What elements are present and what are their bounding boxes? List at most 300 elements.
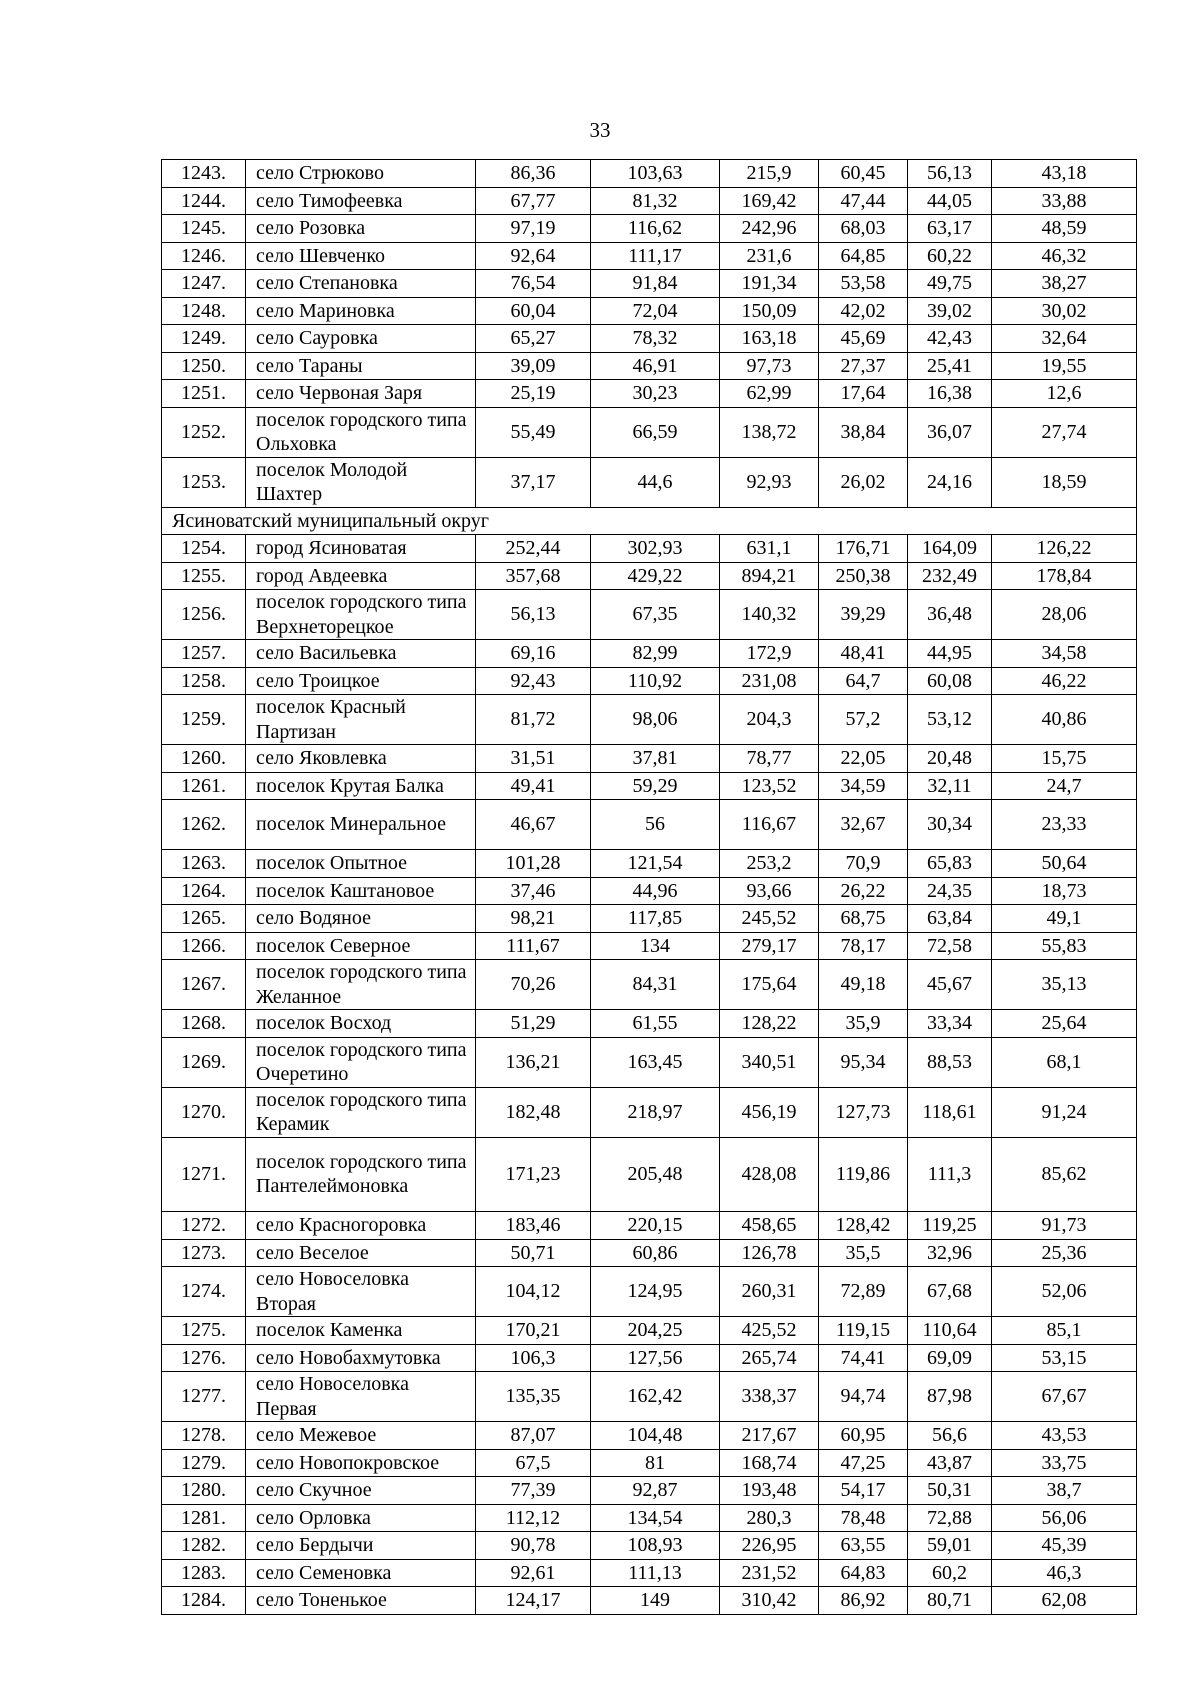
table-row	[162, 352, 1137, 380]
value-cell: 176,71	[819, 535, 908, 563]
value-cell: 63,84	[908, 905, 992, 933]
value-cell: 340,51	[720, 1037, 819, 1087]
value-cell: 894,21	[720, 562, 819, 590]
value-cell: 172,9	[720, 640, 819, 668]
value-cell: 97,73	[720, 352, 819, 380]
value-cell: 24,35	[908, 877, 992, 905]
value-cell: 121,54	[591, 850, 720, 878]
settlement-name: поселок городского типа Верхнеторецкое	[246, 590, 476, 640]
value-cell: 338,37	[720, 1372, 819, 1422]
value-cell: 163,18	[720, 325, 819, 353]
value-cell: 55,49	[476, 407, 591, 457]
settlement-name: город Ясиноватая	[246, 535, 476, 563]
value-cell: 52,06	[992, 1267, 1137, 1317]
value-cell: 127,56	[591, 1344, 720, 1372]
value-cell: 127,73	[819, 1087, 908, 1137]
value-cell: 252,44	[476, 535, 591, 563]
value-cell: 126,78	[720, 1239, 819, 1267]
value-cell: 70,9	[819, 850, 908, 878]
value-cell: 302,93	[591, 535, 720, 563]
value-cell: 110,92	[591, 667, 720, 695]
table-row	[162, 270, 1137, 298]
value-cell: 81	[591, 1449, 720, 1477]
value-cell: 68,03	[819, 215, 908, 243]
table-row	[162, 1317, 1137, 1345]
table-row	[162, 1422, 1137, 1450]
value-cell: 30,34	[908, 800, 992, 850]
table-row	[162, 960, 1137, 1010]
value-cell: 111,13	[591, 1559, 720, 1587]
settlement-name: село Мариновка	[246, 297, 476, 325]
row-number: 1249.	[162, 325, 246, 353]
value-cell: 91,24	[992, 1087, 1137, 1137]
settlement-name: село Новобахмутовка	[246, 1344, 476, 1372]
value-cell: 175,64	[720, 960, 819, 1010]
settlement-name: поселок городского типа Очеретино	[246, 1037, 476, 1087]
value-cell: 46,22	[992, 667, 1137, 695]
value-cell: 124,17	[476, 1587, 591, 1615]
settlement-name: село Орловка	[246, 1504, 476, 1532]
row-number: 1258.	[162, 667, 246, 695]
value-cell: 67,68	[908, 1267, 992, 1317]
value-cell: 60,86	[591, 1239, 720, 1267]
table-row	[162, 1477, 1137, 1505]
row-number: 1274.	[162, 1267, 246, 1317]
value-cell: 27,37	[819, 352, 908, 380]
value-cell: 150,09	[720, 297, 819, 325]
table-row	[162, 1212, 1137, 1240]
table-body	[162, 160, 1137, 1615]
value-cell: 40,86	[992, 695, 1137, 745]
value-cell: 30,23	[591, 380, 720, 408]
value-cell: 62,99	[720, 380, 819, 408]
row-number: 1246.	[162, 242, 246, 270]
value-cell: 60,45	[819, 160, 908, 188]
value-cell: 53,15	[992, 1344, 1137, 1372]
row-number: 1252.	[162, 407, 246, 457]
row-number: 1273.	[162, 1239, 246, 1267]
row-number: 1284.	[162, 1587, 246, 1615]
row-number: 1267.	[162, 960, 246, 1010]
value-cell: 35,13	[992, 960, 1137, 1010]
value-cell: 171,23	[476, 1137, 591, 1212]
value-cell: 428,08	[720, 1137, 819, 1212]
table-row	[162, 1344, 1137, 1372]
value-cell: 95,34	[819, 1037, 908, 1087]
value-cell: 357,68	[476, 562, 591, 590]
value-cell: 32,67	[819, 800, 908, 850]
value-cell: 91,84	[591, 270, 720, 298]
value-cell: 72,04	[591, 297, 720, 325]
value-cell: 163,45	[591, 1037, 720, 1087]
value-cell: 183,46	[476, 1212, 591, 1240]
value-cell: 456,19	[720, 1087, 819, 1137]
value-cell: 60,08	[908, 667, 992, 695]
value-cell: 32,11	[908, 772, 992, 800]
value-cell: 42,02	[819, 297, 908, 325]
settlement-name: поселок городского типа Керамик	[246, 1087, 476, 1137]
value-cell: 60,2	[908, 1559, 992, 1587]
value-cell: 25,64	[992, 1010, 1137, 1038]
table-row	[162, 297, 1137, 325]
value-cell: 47,25	[819, 1449, 908, 1477]
value-cell: 93,66	[720, 877, 819, 905]
value-cell: 56,6	[908, 1422, 992, 1450]
value-cell: 46,91	[591, 352, 720, 380]
table-row	[162, 590, 1137, 640]
value-cell: 25,41	[908, 352, 992, 380]
settlement-name: село Розовка	[246, 215, 476, 243]
value-cell: 69,09	[908, 1344, 992, 1372]
value-cell: 72,89	[819, 1267, 908, 1317]
value-cell: 70,26	[476, 960, 591, 1010]
value-cell: 92,93	[720, 457, 819, 507]
value-cell: 35,9	[819, 1010, 908, 1038]
value-cell: 81,32	[591, 187, 720, 215]
value-cell: 119,86	[819, 1137, 908, 1212]
value-cell: 36,07	[908, 407, 992, 457]
row-number: 1275.	[162, 1317, 246, 1345]
value-cell: 33,34	[908, 1010, 992, 1038]
value-cell: 128,42	[819, 1212, 908, 1240]
value-cell: 136,21	[476, 1037, 591, 1087]
value-cell: 44,6	[591, 457, 720, 507]
value-cell: 44,95	[908, 640, 992, 668]
value-cell: 116,62	[591, 215, 720, 243]
row-number: 1276.	[162, 1344, 246, 1372]
value-cell: 37,46	[476, 877, 591, 905]
value-cell: 232,49	[908, 562, 992, 590]
table-row	[162, 215, 1137, 243]
row-number: 1248.	[162, 297, 246, 325]
row-number: 1278.	[162, 1422, 246, 1450]
value-cell: 110,64	[908, 1317, 992, 1345]
table-row	[162, 667, 1137, 695]
value-cell: 106,3	[476, 1344, 591, 1372]
value-cell: 49,75	[908, 270, 992, 298]
settlement-name: поселок Крутая Балка	[246, 772, 476, 800]
value-cell: 265,74	[720, 1344, 819, 1372]
tariff-table	[161, 159, 1137, 1615]
value-cell: 250,38	[819, 562, 908, 590]
row-number: 1268.	[162, 1010, 246, 1038]
value-cell: 97,19	[476, 215, 591, 243]
value-cell: 116,67	[720, 800, 819, 850]
value-cell: 43,18	[992, 160, 1137, 188]
value-cell: 231,52	[720, 1559, 819, 1587]
value-cell: 91,73	[992, 1212, 1137, 1240]
value-cell: 38,84	[819, 407, 908, 457]
value-cell: 108,93	[591, 1532, 720, 1560]
settlement-name: село Тоненькое	[246, 1587, 476, 1615]
value-cell: 61,55	[591, 1010, 720, 1038]
value-cell: 39,09	[476, 352, 591, 380]
value-cell: 67,77	[476, 187, 591, 215]
value-cell: 44,96	[591, 877, 720, 905]
value-cell: 60,04	[476, 297, 591, 325]
value-cell: 182,48	[476, 1087, 591, 1137]
settlement-name: село Семеновка	[246, 1559, 476, 1587]
table-row	[162, 562, 1137, 590]
row-number: 1250.	[162, 352, 246, 380]
value-cell: 204,3	[720, 695, 819, 745]
value-cell: 168,74	[720, 1449, 819, 1477]
value-cell: 59,29	[591, 772, 720, 800]
table-row	[162, 380, 1137, 408]
table-row	[162, 745, 1137, 773]
value-cell: 162,42	[591, 1372, 720, 1422]
table-row	[162, 850, 1137, 878]
value-cell: 57,2	[819, 695, 908, 745]
table-row	[162, 772, 1137, 800]
value-cell: 92,87	[591, 1477, 720, 1505]
value-cell: 205,48	[591, 1137, 720, 1212]
value-cell: 126,22	[992, 535, 1137, 563]
table-row	[162, 1587, 1137, 1615]
section-row	[162, 507, 1137, 535]
value-cell: 16,38	[908, 380, 992, 408]
value-cell: 78,77	[720, 745, 819, 773]
value-cell: 429,22	[591, 562, 720, 590]
value-cell: 56,13	[476, 590, 591, 640]
value-cell: 170,21	[476, 1317, 591, 1345]
value-cell: 64,7	[819, 667, 908, 695]
value-cell: 35,5	[819, 1239, 908, 1267]
value-cell: 50,71	[476, 1239, 591, 1267]
value-cell: 425,52	[720, 1317, 819, 1345]
value-cell: 45,67	[908, 960, 992, 1010]
value-cell: 37,81	[591, 745, 720, 773]
value-cell: 92,61	[476, 1559, 591, 1587]
value-cell: 104,12	[476, 1267, 591, 1317]
value-cell: 118,61	[908, 1087, 992, 1137]
settlement-name: село Сауровка	[246, 325, 476, 353]
value-cell: 48,41	[819, 640, 908, 668]
row-number: 1282.	[162, 1532, 246, 1560]
value-cell: 204,25	[591, 1317, 720, 1345]
value-cell: 87,98	[908, 1372, 992, 1422]
table-row	[162, 1010, 1137, 1038]
value-cell: 242,96	[720, 215, 819, 243]
table-row	[162, 1239, 1137, 1267]
row-number: 1269.	[162, 1037, 246, 1087]
value-cell: 30,02	[992, 297, 1137, 325]
value-cell: 43,87	[908, 1449, 992, 1477]
value-cell: 18,59	[992, 457, 1137, 507]
value-cell: 76,54	[476, 270, 591, 298]
value-cell: 32,96	[908, 1239, 992, 1267]
value-cell: 15,75	[992, 745, 1137, 773]
value-cell: 25,36	[992, 1239, 1137, 1267]
value-cell: 46,32	[992, 242, 1137, 270]
value-cell: 279,17	[720, 932, 819, 960]
row-number: 1283.	[162, 1559, 246, 1587]
value-cell: 63,55	[819, 1532, 908, 1560]
value-cell: 260,31	[720, 1267, 819, 1317]
settlement-name: поселок городского типа Ольховка	[246, 407, 476, 457]
value-cell: 38,7	[992, 1477, 1137, 1505]
value-cell: 119,25	[908, 1212, 992, 1240]
value-cell: 19,55	[992, 352, 1137, 380]
value-cell: 140,32	[720, 590, 819, 640]
value-cell: 218,97	[591, 1087, 720, 1137]
value-cell: 18,73	[992, 877, 1137, 905]
settlement-name: село Тараны	[246, 352, 476, 380]
value-cell: 49,1	[992, 905, 1137, 933]
value-cell: 231,08	[720, 667, 819, 695]
value-cell: 80,71	[908, 1587, 992, 1615]
settlement-name: поселок Молодой Шахтер	[246, 457, 476, 507]
value-cell: 23,33	[992, 800, 1137, 850]
settlement-name: село Скучное	[246, 1477, 476, 1505]
settlement-name: поселок Каменка	[246, 1317, 476, 1345]
value-cell: 98,06	[591, 695, 720, 745]
value-cell: 123,52	[720, 772, 819, 800]
value-cell: 32,64	[992, 325, 1137, 353]
value-cell: 33,88	[992, 187, 1137, 215]
table-row	[162, 1449, 1137, 1477]
settlement-name: село Стрюково	[246, 160, 476, 188]
value-cell: 53,58	[819, 270, 908, 298]
row-number: 1254.	[162, 535, 246, 563]
settlement-name: город Авдеевка	[246, 562, 476, 590]
row-number: 1253.	[162, 457, 246, 507]
settlement-name: село Тимофеевка	[246, 187, 476, 215]
row-number: 1270.	[162, 1087, 246, 1137]
value-cell: 60,22	[908, 242, 992, 270]
table-row	[162, 457, 1137, 507]
table-row	[162, 1504, 1137, 1532]
value-cell: 24,7	[992, 772, 1137, 800]
value-cell: 631,1	[720, 535, 819, 563]
row-number: 1279.	[162, 1449, 246, 1477]
row-number: 1281.	[162, 1504, 246, 1532]
settlement-name: поселок городского типа Желанное	[246, 960, 476, 1010]
settlement-name: поселок Красный Партизан	[246, 695, 476, 745]
value-cell: 65,83	[908, 850, 992, 878]
value-cell: 24,16	[908, 457, 992, 507]
settlement-name: село Водяное	[246, 905, 476, 933]
value-cell: 62,08	[992, 1587, 1137, 1615]
value-cell: 215,9	[720, 160, 819, 188]
table-row	[162, 160, 1137, 188]
value-cell: 98,21	[476, 905, 591, 933]
value-cell: 34,59	[819, 772, 908, 800]
value-cell: 26,22	[819, 877, 908, 905]
value-cell: 86,36	[476, 160, 591, 188]
settlement-name: село Степановка	[246, 270, 476, 298]
row-number: 1264.	[162, 877, 246, 905]
value-cell: 46,67	[476, 800, 591, 850]
value-cell: 34,58	[992, 640, 1137, 668]
table-row	[162, 1037, 1137, 1087]
settlement-name: село Новопокровское	[246, 1449, 476, 1477]
table-row	[162, 1559, 1137, 1587]
table-row	[162, 932, 1137, 960]
value-cell: 169,42	[720, 187, 819, 215]
row-number: 1261.	[162, 772, 246, 800]
value-cell: 65,27	[476, 325, 591, 353]
row-number: 1277.	[162, 1372, 246, 1422]
value-cell: 117,85	[591, 905, 720, 933]
settlement-name: село Красногоровка	[246, 1212, 476, 1240]
row-number: 1244.	[162, 187, 246, 215]
value-cell: 39,02	[908, 297, 992, 325]
value-cell: 245,52	[720, 905, 819, 933]
table-row	[162, 1532, 1137, 1560]
value-cell: 67,5	[476, 1449, 591, 1477]
value-cell: 67,67	[992, 1372, 1137, 1422]
table-row	[162, 877, 1137, 905]
value-cell: 12,6	[992, 380, 1137, 408]
value-cell: 310,42	[720, 1587, 819, 1615]
settlement-name: село Шевченко	[246, 242, 476, 270]
row-number: 1245.	[162, 215, 246, 243]
row-number: 1260.	[162, 745, 246, 773]
settlement-name: село Веселое	[246, 1239, 476, 1267]
value-cell: 60,95	[819, 1422, 908, 1450]
value-cell: 72,58	[908, 932, 992, 960]
value-cell: 59,01	[908, 1532, 992, 1560]
value-cell: 135,35	[476, 1372, 591, 1422]
value-cell: 78,32	[591, 325, 720, 353]
value-cell: 74,41	[819, 1344, 908, 1372]
row-number: 1255.	[162, 562, 246, 590]
table-row	[162, 187, 1137, 215]
value-cell: 45,39	[992, 1532, 1137, 1560]
value-cell: 67,35	[591, 590, 720, 640]
value-cell: 25,19	[476, 380, 591, 408]
value-cell: 231,6	[720, 242, 819, 270]
value-cell: 149	[591, 1587, 720, 1615]
value-cell: 103,63	[591, 160, 720, 188]
settlement-name: село Васильевка	[246, 640, 476, 668]
table-row	[162, 695, 1137, 745]
value-cell: 134	[591, 932, 720, 960]
value-cell: 84,31	[591, 960, 720, 1010]
settlement-name: поселок Минеральное	[246, 800, 476, 850]
table-row	[162, 800, 1137, 850]
settlement-name: поселок Опытное	[246, 850, 476, 878]
settlement-name: село Межевое	[246, 1422, 476, 1450]
value-cell: 191,34	[720, 270, 819, 298]
value-cell: 128,22	[720, 1010, 819, 1038]
value-cell: 72,88	[908, 1504, 992, 1532]
value-cell: 51,29	[476, 1010, 591, 1038]
table-row	[162, 905, 1137, 933]
value-cell: 56	[591, 800, 720, 850]
value-cell: 56,06	[992, 1504, 1137, 1532]
value-cell: 138,72	[720, 407, 819, 457]
value-cell: 178,84	[992, 562, 1137, 590]
value-cell: 54,17	[819, 1477, 908, 1505]
value-cell: 17,64	[819, 380, 908, 408]
value-cell: 124,95	[591, 1267, 720, 1317]
row-number: 1263.	[162, 850, 246, 878]
value-cell: 77,39	[476, 1477, 591, 1505]
row-number: 1251.	[162, 380, 246, 408]
value-cell: 64,85	[819, 242, 908, 270]
value-cell: 49,41	[476, 772, 591, 800]
row-number: 1262.	[162, 800, 246, 850]
value-cell: 44,05	[908, 187, 992, 215]
value-cell: 78,48	[819, 1504, 908, 1532]
value-cell: 38,27	[992, 270, 1137, 298]
table-row	[162, 1267, 1137, 1317]
value-cell: 119,15	[819, 1317, 908, 1345]
row-number: 1266.	[162, 932, 246, 960]
value-cell: 39,29	[819, 590, 908, 640]
